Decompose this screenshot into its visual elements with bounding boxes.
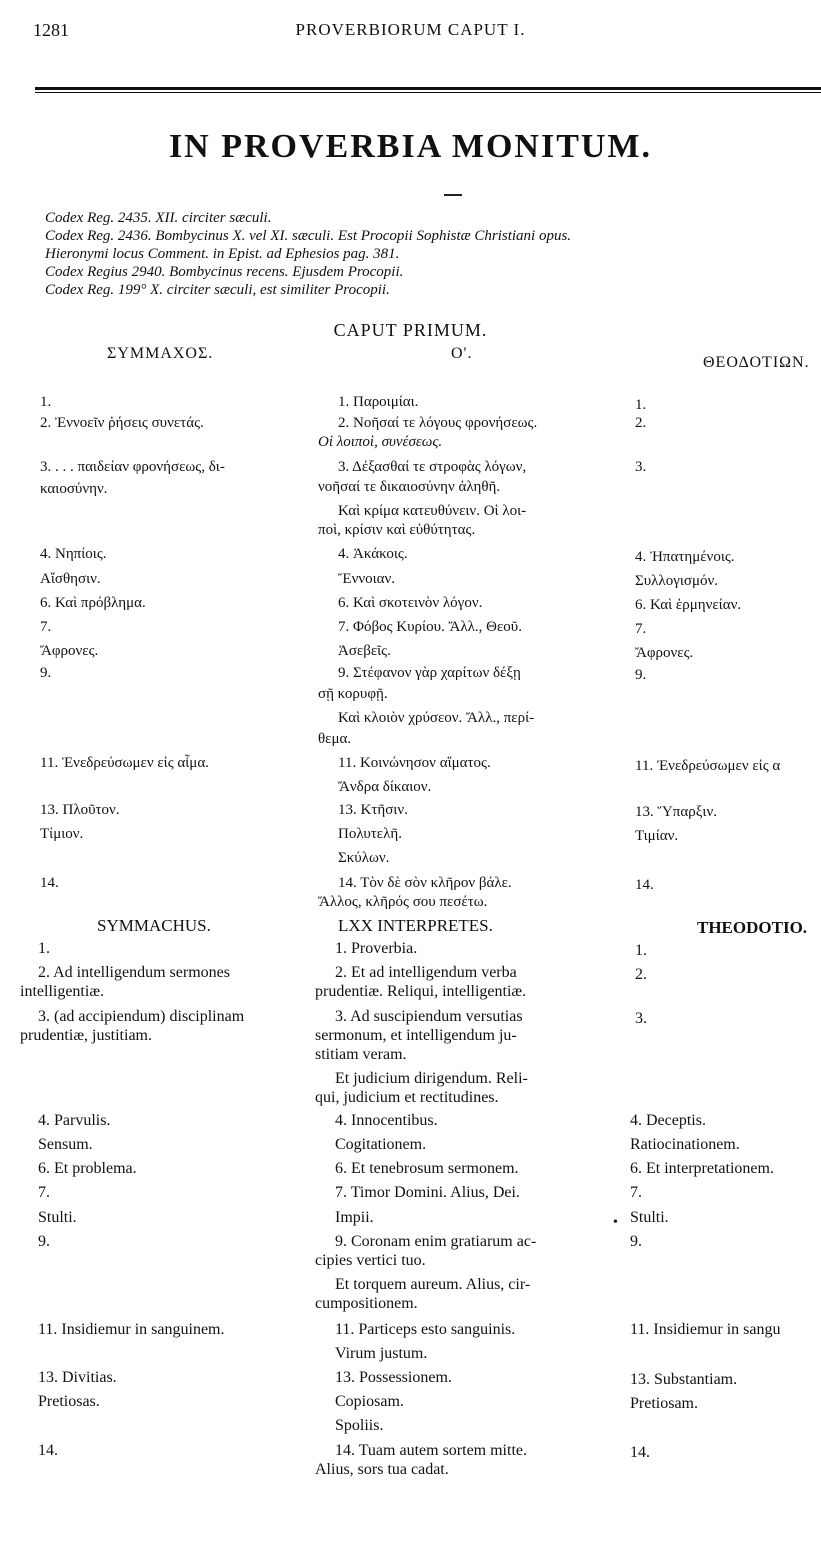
latin-right-line: 13. Substantiam. xyxy=(630,1371,738,1388)
greek-header-theodotion: ΘΕΟΔΟΤΙΩΝ. xyxy=(703,354,810,371)
latin-left-line: intelligentiæ. xyxy=(20,983,104,1000)
latin-left-line: 13. Divitias. xyxy=(38,1369,117,1386)
latin-center-line: Et judicium dirigendum. Reli- xyxy=(335,1070,528,1087)
greek-left-line: 1. xyxy=(40,394,52,410)
latin-right-line: 3. xyxy=(635,1010,647,1027)
latin-header-symmachus: SYMMACHUS. xyxy=(97,916,211,935)
latin-right-line: 9. xyxy=(630,1233,642,1250)
running-head: PROVERBIORUM CAPUT I. xyxy=(295,20,526,39)
greek-center-line: Ἀσεβεῖς. xyxy=(338,643,391,659)
latin-left-line: 9. xyxy=(38,1233,50,1250)
latin-center-line: 2. Et ad intelligendum verba xyxy=(335,964,517,981)
greek-right-line: 9. xyxy=(635,667,647,683)
latin-left-line: 11. Insidiemur in sanguinem. xyxy=(38,1321,225,1338)
codex-line: Hieronymi locus Comment. in Epist. ad Ephesios pag. 381. xyxy=(45,246,400,262)
latin-right-line: 7. xyxy=(630,1184,642,1201)
greek-right-line: 13. Ὕπαρξιν. xyxy=(635,804,717,820)
greek-left-line: 4. Νηπίοις. xyxy=(40,546,107,562)
greek-left-line: 7. xyxy=(40,619,52,635)
latin-center-line: 1. Proverbia. xyxy=(335,940,418,957)
greek-center-line: Ἔννοιαν. xyxy=(338,571,396,587)
latin-header-lxx: LXX INTERPRETES. xyxy=(338,916,493,935)
greek-left-line: 13. Πλοῦτον. xyxy=(40,802,120,818)
latin-center-line: 3. Ad suscipiendum versutias xyxy=(335,1008,523,1025)
greek-header-lxx: Ο'. xyxy=(451,345,473,362)
greek-center-line: Ἄλλος, κλῆρός σου πεσέτω. xyxy=(318,894,488,910)
greek-right-line: 2. xyxy=(635,415,647,431)
greek-center-line: 3. Δέξασθαί τε στροφὰς λόγων, xyxy=(338,459,527,475)
latin-center-line: cipies vertici tuo. xyxy=(315,1252,426,1269)
greek-center-line: 2. Νοῆσαί τε λόγους φρονήσεως. xyxy=(338,415,538,431)
greek-left-line: 11. Ἐνεδρεύσωμεν εἰς αἷμα. xyxy=(40,755,209,771)
latin-left-line: 1. xyxy=(38,940,50,957)
greek-left-line: 9. xyxy=(40,665,52,681)
codex-line: Codex Regius 2940. Bombycinus recens. Ejusdem Procopii. xyxy=(45,264,404,280)
greek-right-line: 3. xyxy=(635,459,647,475)
greek-center-line: νοῆσαί τε δικαιοσύνην ἀληθῆ. xyxy=(318,479,501,495)
latin-center-line: 11. Particeps esto sanguinis. xyxy=(335,1321,516,1338)
greek-right-line: Συλλογισμόν. xyxy=(635,573,719,589)
latin-center-line: Alius, sors tua cadat. xyxy=(315,1461,449,1478)
greek-center-line: 9. Στέφανον γὰρ χαρίτων δέξῃ xyxy=(338,665,521,681)
latin-left-line: 4. Parvulis. xyxy=(38,1112,111,1129)
latin-center-line: Et torquem aureum. Alius, cir- xyxy=(335,1276,531,1293)
greek-center-line: Καὶ κλοιὸν χρύσεον. Ἄλλ., περί- xyxy=(338,710,535,726)
codex-line: Codex Reg. 199° X. circiter sæculi, est similiter Procopii. xyxy=(45,282,390,298)
latin-left-line: prudentiæ, justitiam. xyxy=(20,1027,152,1044)
greek-left-line: 2. Ἐννοεῖν ῥήσεις συνετάς. xyxy=(40,415,204,431)
latin-center-line: 14. Tuam autem sortem mitte. xyxy=(335,1442,527,1459)
latin-left-line: 14. xyxy=(38,1442,58,1459)
greek-center-line: 13. Κτῆσιν. xyxy=(338,802,408,818)
title-separator xyxy=(444,194,462,196)
latin-center-line: Spoliis. xyxy=(335,1417,384,1434)
latin-right-line: 14. xyxy=(630,1444,650,1461)
greek-right-line: 7. xyxy=(635,621,647,637)
margin-mark: • xyxy=(613,1215,618,1230)
latin-header-theodotio: THEODOTIO. xyxy=(697,918,808,937)
latin-center-line: Virum justum. xyxy=(335,1345,428,1362)
latin-center-line: sermonum, et intelligendum ju- xyxy=(315,1027,517,1044)
latin-center-line: stitiam veram. xyxy=(315,1046,407,1063)
greek-right-line: 4. Ἠπατημένοις. xyxy=(635,549,735,565)
latin-right-line: 11. Insidiemur in sangu xyxy=(630,1321,781,1338)
greek-center-line: 4. Ἀκάκοις. xyxy=(338,546,408,562)
latin-right-line: Stulti. xyxy=(630,1209,669,1226)
latin-center-line: 13. Possessionem. xyxy=(335,1369,452,1386)
greek-left-line: 6. Καὶ πρόβλημα. xyxy=(40,595,146,611)
latin-right-line: 1. xyxy=(635,942,647,959)
greek-center-line: 6. Καὶ σκοτεινὸν λόγον. xyxy=(338,595,483,611)
greek-center-line: Οἱ λοιποὶ, συνέσεως. xyxy=(318,434,443,450)
greek-left-line: 3. . . . παιδείαν φρονήσεως, δι- xyxy=(40,459,225,475)
greek-right-line: 11. Ἐνεδρεύσωμεν εἰς α xyxy=(635,758,781,774)
greek-center-line: θεμα. xyxy=(318,731,352,747)
greek-center-line: Πολυτελῆ. xyxy=(338,826,402,842)
latin-center-line: 6. Et tenebrosum sermonem. xyxy=(335,1160,519,1177)
latin-center-line: Impii. xyxy=(335,1209,374,1226)
latin-center-line: Copiosam. xyxy=(335,1393,404,1410)
latin-right-line: Ratiocinationem. xyxy=(630,1136,740,1153)
latin-center-line: Cogitationem. xyxy=(335,1136,427,1153)
greek-left-line: καιοσύνην. xyxy=(40,481,108,497)
latin-right-line: 2. xyxy=(635,966,647,983)
greek-right-line: Ἄφρονες. xyxy=(635,645,694,661)
greek-left-line: Αἴσθησιν. xyxy=(40,571,101,587)
greek-left-line: 14. xyxy=(40,875,59,891)
greek-center-line: Ἄνδρα δίκαιον. xyxy=(338,779,432,795)
greek-center-line: 11. Κοινώνησον αἵματος. xyxy=(338,755,491,771)
latin-left-line: 3. (ad accipiendum) disciplinam xyxy=(38,1008,245,1025)
latin-center-line: qui, judicium et rectitudines. xyxy=(315,1089,499,1106)
greek-right-line: Τιμίαν. xyxy=(635,828,679,844)
greek-center-line: 14. Τὸν δὲ σὸν κλῆρον βάλε. xyxy=(338,875,512,891)
page-number: 1281 xyxy=(33,20,69,40)
latin-center-line: 7. Timor Domini. Alius, Dei. xyxy=(335,1184,520,1201)
greek-left-line: Ἄφρονες. xyxy=(40,643,99,659)
greek-center-line: ποὶ, κρίσιν καὶ εὐθύτητας. xyxy=(318,522,476,538)
latin-right-line: Pretiosam. xyxy=(630,1395,698,1412)
greek-center-line: 7. Φόβος Κυρίου. Ἄλλ., Θεοῦ. xyxy=(338,619,522,635)
greek-right-line: 6. Καὶ ἑρμηνείαν. xyxy=(635,597,742,613)
latin-left-line: Pretiosas. xyxy=(38,1393,100,1410)
greek-center-line: σῇ κορυφῇ. xyxy=(318,686,388,702)
latin-left-line: Sensum. xyxy=(38,1136,93,1153)
greek-center-line: Σκύλων. xyxy=(338,850,390,866)
greek-header-symmachus: ΣΥΜΜΑΧΟΣ. xyxy=(107,345,214,362)
latin-left-line: Stulti. xyxy=(38,1209,77,1226)
caput-heading: CAPUT PRIMUM. xyxy=(333,320,488,340)
latin-left-line: 2. Ad intelligendum sermones xyxy=(38,964,230,981)
latin-left-line: 7. xyxy=(38,1184,50,1201)
header-rule xyxy=(35,87,821,90)
latin-right-line: 4. Deceptis. xyxy=(630,1112,706,1129)
greek-left-line: Τίμιον. xyxy=(40,826,84,842)
latin-center-line: 9. Coronam enim gratiarum ac- xyxy=(335,1233,537,1250)
header-rule-thin xyxy=(35,92,821,93)
latin-center-line: prudentiæ. Reliqui, intelligentiæ. xyxy=(315,983,527,1000)
greek-right-line: 14. xyxy=(635,877,654,893)
latin-right-line: 6. Et interpretationem. xyxy=(630,1160,774,1177)
latin-left-line: 6. Et problema. xyxy=(38,1160,137,1177)
codex-line: Codex Reg. 2436. Bombycinus X. vel XI. sæculi. Est Procopii Sophistæ Christiani opus. xyxy=(45,228,572,244)
greek-center-line: 1. Παροιμίαι. xyxy=(338,394,419,410)
latin-center-line: cumpositionem. xyxy=(315,1295,418,1312)
page-title: IN PROVERBIA MONITUM. xyxy=(168,128,653,165)
latin-center-line: 4. Innocentibus. xyxy=(335,1112,438,1129)
codex-line: Codex Reg. 2435. XII. circiter sæculi. xyxy=(45,210,272,226)
greek-center-line: Καὶ κρίμα κατευθύνειν. Οἱ λοι- xyxy=(338,503,527,519)
greek-right-line: 1. xyxy=(635,397,647,413)
